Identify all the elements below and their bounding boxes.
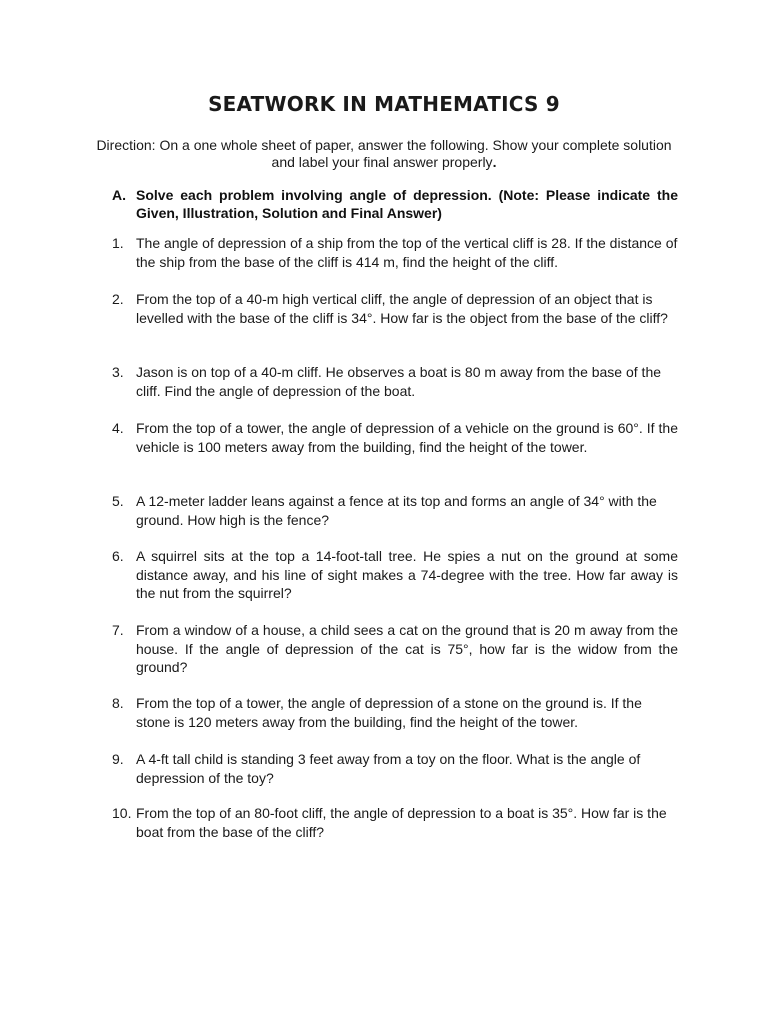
problem-number: 2. xyxy=(112,291,124,307)
direction-text xyxy=(90,137,678,171)
problem-text: From the top of a 40-m high vertical cliff, the angle of depression of an object that is levelled with the base of the cliff is 34°. How far is the object from the base of the cliff? xyxy=(136,291,668,326)
problem-item-1 xyxy=(112,234,678,290)
section-a-heading xyxy=(112,186,678,222)
problem-text: From a window of a house, a child sees a cat on the ground that is 20 m away from the house. If the angle of depression of the cat is 75°, how far is the widow from the ground? xyxy=(136,622,678,675)
problem-text: A squirrel sits at the top a 14-foot-tall tree. He spies a nut on the ground at some distance away, and his line of sight makes a 74-degree with the tree. How far away is the nut from the squirrel? xyxy=(136,548,678,601)
section-heading-text: Solve each problem involving angle of depression. (Note: Please indicate the Given, Illustration, Solution and Final Answer) xyxy=(136,187,678,221)
problem-number: 10. xyxy=(112,805,132,821)
problem-text: From the top of an 80-foot cliff, the angle of depression to a boat is 35°. How far is the boat from the base of the cliff? xyxy=(136,805,667,840)
problem-text: From the top of a tower, the angle of depression of a vehicle on the ground is 60°. If the vehicle is 100 meters away from the building, find the height of the tower. xyxy=(136,420,678,455)
problem-item-10 xyxy=(112,804,678,844)
problem-item-5 xyxy=(112,492,678,547)
problem-item-3 xyxy=(112,363,678,419)
problem-number: 8. xyxy=(112,695,124,711)
problem-number: 9. xyxy=(112,751,124,767)
problem-number: 4. xyxy=(112,420,124,436)
problem-item-6 xyxy=(112,547,678,621)
section-marker: A. xyxy=(112,187,126,203)
problem-number: 5. xyxy=(112,493,124,509)
problem-item-2 xyxy=(112,290,678,363)
direction-body: Direction: On a one whole sheet of paper, answer the following. Show your complete solution and label your final answer properly xyxy=(96,137,672,170)
problem-item-4 xyxy=(112,419,678,492)
problem-text: The angle of depression of a ship from the top of the vertical cliff is 28. If the distance of the ship from the base of the cliff is 414 m, find the height of the cliff. xyxy=(136,235,678,270)
problem-item-8 xyxy=(112,694,678,750)
problem-item-7 xyxy=(112,621,678,694)
problem-text: A 12-meter ladder leans against a fence at its top and forms an angle of 34° with the ground. How high is the fence? xyxy=(136,493,657,528)
problem-text: Jason is on top of a 40-m cliff. He observes a boat is 80 m away from the base of the cliff. Find the angle of depression of the boat. xyxy=(136,364,662,399)
problem-number: 3. xyxy=(112,364,124,380)
document-title: SEATWORK IN MATHEMATICS 9 xyxy=(208,92,560,116)
problem-number: 7. xyxy=(112,622,124,638)
problem-number: 6. xyxy=(112,548,124,564)
problem-item-9 xyxy=(112,750,678,804)
problem-number: 1. xyxy=(112,235,124,251)
direction-end: . xyxy=(492,154,497,170)
problem-list xyxy=(112,234,678,844)
problem-text: A 4-ft tall child is standing 3 feet away from a toy on the floor. What is the angle of depression of the toy? xyxy=(136,751,641,786)
problem-text: From the top of a tower, the angle of depression of a stone on the ground is. If the stone is 120 meters away from the building, find the height of the tower. xyxy=(136,695,642,730)
